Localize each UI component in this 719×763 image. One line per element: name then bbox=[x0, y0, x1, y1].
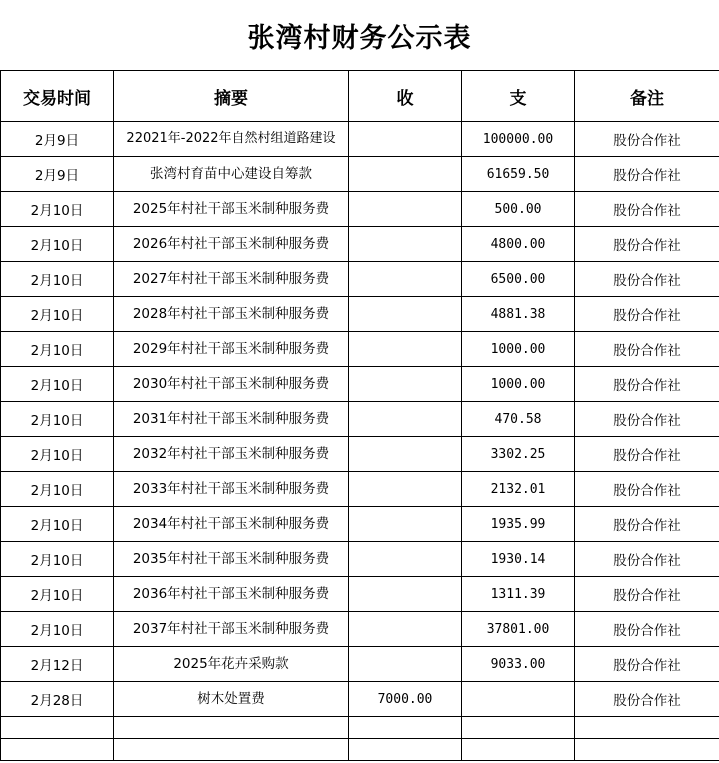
income-cell bbox=[349, 122, 462, 157]
summary-cell: 2035年村社干部玉米制种服务费 bbox=[114, 542, 349, 577]
table-row bbox=[1, 682, 719, 717]
date-cell: 2月10日 bbox=[1, 612, 114, 647]
table-row bbox=[1, 437, 719, 472]
table-row bbox=[1, 122, 719, 157]
date-cell: 2月9日 bbox=[1, 157, 114, 192]
summary-cell: 树木处置费 bbox=[114, 682, 349, 717]
summary-cell: 2036年村社干部玉米制种服务费 bbox=[114, 577, 349, 612]
summary-cell: 2032年村社干部玉米制种服务费 bbox=[114, 437, 349, 472]
empty-row bbox=[1, 717, 719, 739]
note-cell: 股份合作社 bbox=[575, 542, 719, 577]
finance-table bbox=[0, 70, 719, 761]
date-cell: 2月9日 bbox=[1, 122, 114, 157]
note-cell: 股份合作社 bbox=[575, 297, 719, 332]
table-row bbox=[1, 472, 719, 507]
summary-cell: 2028年村社干部玉米制种服务费 bbox=[114, 297, 349, 332]
income-cell bbox=[349, 297, 462, 332]
table-row bbox=[1, 192, 719, 227]
date-cell: 2月10日 bbox=[1, 297, 114, 332]
empty-cell bbox=[349, 717, 462, 739]
date-cell: 2月10日 bbox=[1, 262, 114, 297]
table-row bbox=[1, 157, 719, 192]
note-cell: 股份合作社 bbox=[575, 507, 719, 542]
expense-cell: 500.00 bbox=[462, 192, 575, 227]
date-cell: 2月10日 bbox=[1, 472, 114, 507]
table-row bbox=[1, 577, 719, 612]
table-row bbox=[1, 297, 719, 332]
header-note: 备注 bbox=[575, 71, 719, 122]
income-cell bbox=[349, 507, 462, 542]
income-cell bbox=[349, 262, 462, 297]
note-cell: 股份合作社 bbox=[575, 332, 719, 367]
note-cell: 股份合作社 bbox=[575, 612, 719, 647]
date-cell: 2月28日 bbox=[1, 682, 114, 717]
table-row bbox=[1, 402, 719, 437]
header-expense: 支 bbox=[462, 71, 575, 122]
income-cell bbox=[349, 157, 462, 192]
expense-cell: 3302.25 bbox=[462, 437, 575, 472]
expense-cell: 100000.00 bbox=[462, 122, 575, 157]
empty-cell bbox=[349, 739, 462, 761]
empty-cell bbox=[575, 717, 719, 739]
income-cell bbox=[349, 437, 462, 472]
empty-cell bbox=[1, 739, 114, 761]
summary-cell: 2027年村社干部玉米制种服务费 bbox=[114, 262, 349, 297]
note-cell: 股份合作社 bbox=[575, 647, 719, 682]
income-cell bbox=[349, 647, 462, 682]
empty-cell bbox=[114, 739, 349, 761]
expense-cell: 470.58 bbox=[462, 402, 575, 437]
expense-cell: 1000.00 bbox=[462, 367, 575, 402]
expense-cell: 4800.00 bbox=[462, 227, 575, 262]
expense-cell: 1311.39 bbox=[462, 577, 575, 612]
empty-row bbox=[1, 739, 719, 761]
note-cell: 股份合作社 bbox=[575, 122, 719, 157]
income-cell: 7000.00 bbox=[349, 682, 462, 717]
income-cell bbox=[349, 577, 462, 612]
expense-cell: 6500.00 bbox=[462, 262, 575, 297]
table-row bbox=[1, 367, 719, 402]
summary-cell: 2025年花卉采购款 bbox=[114, 647, 349, 682]
table-row bbox=[1, 332, 719, 367]
date-cell: 2月12日 bbox=[1, 647, 114, 682]
header-date: 交易时间 bbox=[1, 71, 114, 122]
expense-cell: 2132.01 bbox=[462, 472, 575, 507]
note-cell: 股份合作社 bbox=[575, 227, 719, 262]
income-cell bbox=[349, 472, 462, 507]
income-cell bbox=[349, 332, 462, 367]
expense-cell: 37801.00 bbox=[462, 612, 575, 647]
date-cell: 2月10日 bbox=[1, 437, 114, 472]
table-row bbox=[1, 507, 719, 542]
date-cell: 2月10日 bbox=[1, 577, 114, 612]
date-cell: 2月10日 bbox=[1, 227, 114, 262]
summary-cell: 22021年-2022年自然村组道路建设 bbox=[114, 122, 349, 157]
expense-cell: 1930.14 bbox=[462, 542, 575, 577]
summary-cell: 2026年村社干部玉米制种服务费 bbox=[114, 227, 349, 262]
date-cell: 2月10日 bbox=[1, 402, 114, 437]
summary-cell: 2029年村社干部玉米制种服务费 bbox=[114, 332, 349, 367]
income-cell bbox=[349, 612, 462, 647]
income-cell bbox=[349, 192, 462, 227]
empty-cell bbox=[575, 739, 719, 761]
date-cell: 2月10日 bbox=[1, 332, 114, 367]
income-cell bbox=[349, 227, 462, 262]
date-cell: 2月10日 bbox=[1, 507, 114, 542]
expense-cell: 1000.00 bbox=[462, 332, 575, 367]
table-row bbox=[1, 262, 719, 297]
empty-cell bbox=[114, 717, 349, 739]
note-cell: 股份合作社 bbox=[575, 402, 719, 437]
summary-cell: 2025年村社干部玉米制种服务费 bbox=[114, 192, 349, 227]
expense-cell bbox=[462, 682, 575, 717]
note-cell: 股份合作社 bbox=[575, 367, 719, 402]
table-row bbox=[1, 612, 719, 647]
income-cell bbox=[349, 367, 462, 402]
empty-cell bbox=[462, 739, 575, 761]
income-cell bbox=[349, 542, 462, 577]
table-body bbox=[1, 122, 719, 761]
expense-cell: 4881.38 bbox=[462, 297, 575, 332]
header-summary: 摘要 bbox=[114, 71, 349, 122]
note-cell: 股份合作社 bbox=[575, 157, 719, 192]
summary-cell: 2033年村社干部玉米制种服务费 bbox=[114, 472, 349, 507]
summary-cell: 2037年村社干部玉米制种服务费 bbox=[114, 612, 349, 647]
table-row bbox=[1, 542, 719, 577]
empty-cell bbox=[1, 717, 114, 739]
empty-cell bbox=[462, 717, 575, 739]
header-income: 收 bbox=[349, 71, 462, 122]
header-row bbox=[1, 71, 719, 122]
date-cell: 2月10日 bbox=[1, 367, 114, 402]
summary-cell: 2031年村社干部玉米制种服务费 bbox=[114, 402, 349, 437]
summary-cell: 张湾村育苗中心建设自筹款 bbox=[114, 157, 349, 192]
table-row bbox=[1, 227, 719, 262]
date-cell: 2月10日 bbox=[1, 542, 114, 577]
expense-cell: 1935.99 bbox=[462, 507, 575, 542]
note-cell: 股份合作社 bbox=[575, 472, 719, 507]
expense-cell: 61659.50 bbox=[462, 157, 575, 192]
table-row bbox=[1, 647, 719, 682]
note-cell: 股份合作社 bbox=[575, 437, 719, 472]
expense-cell: 9033.00 bbox=[462, 647, 575, 682]
summary-cell: 2030年村社干部玉米制种服务费 bbox=[114, 367, 349, 402]
income-cell bbox=[349, 402, 462, 437]
page-title: 张湾村财务公示表 bbox=[247, 22, 472, 54]
note-cell: 股份合作社 bbox=[575, 682, 719, 717]
note-cell: 股份合作社 bbox=[575, 192, 719, 227]
summary-cell: 2034年村社干部玉米制种服务费 bbox=[114, 507, 349, 542]
note-cell: 股份合作社 bbox=[575, 577, 719, 612]
date-cell: 2月10日 bbox=[1, 192, 114, 227]
note-cell: 股份合作社 bbox=[575, 262, 719, 297]
